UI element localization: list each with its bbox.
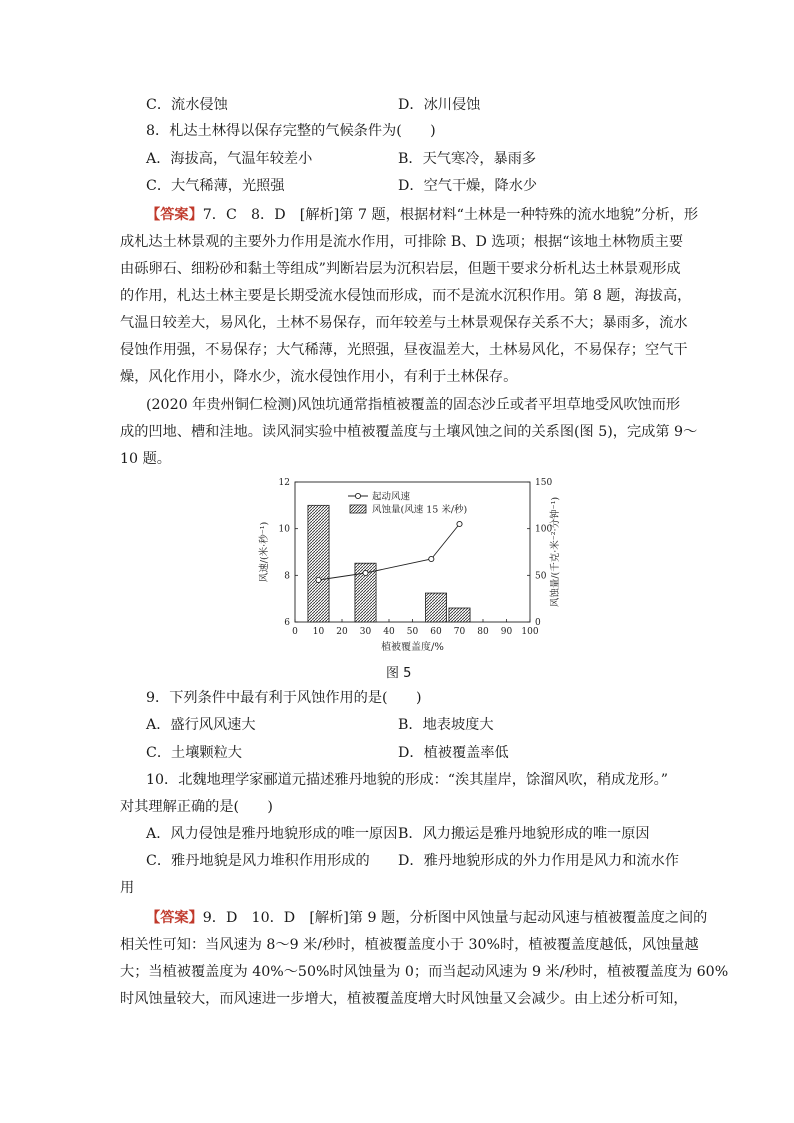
y-left-tick-label: 6 (284, 618, 290, 628)
y-right-tick-label: 100 (535, 524, 553, 535)
x-tick-label: 50 (406, 627, 419, 637)
x-tick-label: 80 (477, 627, 489, 637)
figure-caption: 图 5 (386, 666, 412, 681)
q9-option-c: C．土壤颗粒大 (146, 745, 242, 761)
q8-option-b: B．天气寒冷，暴雨多 (398, 151, 537, 167)
wind-speed-point (457, 521, 462, 526)
x-tick-label: 0 (292, 627, 298, 637)
erosion-bar (449, 608, 470, 622)
y-left-tick-label: 8 (284, 571, 290, 582)
y-left-tick-label: 10 (278, 524, 290, 535)
answer-9-10-line-4: 时风蚀量较大，而风速进一步增大，植被覆盖度增大时风蚀量又会减少。由上述分析可知， (120, 991, 688, 1007)
y-right-axis-label: 风蚀量/(千克·米⁻²·分钟⁻¹) (550, 496, 561, 608)
q9-option-b: B．地表坡度大 (398, 717, 494, 733)
q10-option-b: B．风力搬运是雅丹地貌形成的唯一原因 (398, 826, 650, 842)
x-tick-label: 100 (521, 627, 539, 637)
x-tick-label: 10 (312, 627, 325, 637)
answer-tag: 【答案】 (146, 910, 203, 926)
answer-9-10-line-2: 相关性可知：当风速为 8～9 米/秒时，植被覆盖度小于 30%时，植被覆盖度越低，风蚀量越 (120, 937, 699, 953)
answer-7-8-line-1: 【答案】7．C 8．D [解析]第 7 题，根据材料“土林是一种特殊的流水地貌”分析，形 (146, 207, 699, 223)
answer-9-10-line-1: 【答案】9．D 10．D [解析]第 9 题，分析图中风蚀量与起动风速与植被覆盖度之间的 (146, 910, 708, 926)
intro-line-2: 成的凹地、槽和洼地。读风洞实验中植被覆盖度与土壤风蚀之间的关系图(图 5)，完成第 9～ (120, 424, 698, 440)
y-right-tick-label: 150 (535, 478, 553, 488)
answer-7-8-line-4: 的作用，札达土林主要是长期受流水侵蚀而形成，而不是流水沉积作用。第 8 题，海拔高， (120, 288, 692, 304)
q9-option-d: D．植被覆盖率低 (398, 745, 509, 761)
answer-7-8-line-5: 气温日较差大，易风化，土林不易保存，而年较差与土林景观保存关系不大；暴雨多，流水 (120, 315, 688, 331)
q10-stem-line-1: 10．北魏地理学家郦道元描述雅丹地貌的形成：“涘其崖岸，馀溜风吹，稍成龙形。” (146, 772, 669, 788)
y-right-tick-label: 0 (535, 618, 541, 628)
x-tick-label: 70 (453, 627, 466, 637)
y-right-tick-label: 50 (535, 571, 547, 582)
x-tick-label: 30 (359, 627, 372, 637)
answer-7-8-line-3: 由砾卵石、细粉砂和黏土等组成”判断岩层为沉积岩层，但题干要求分析札达土林景观形成 (120, 261, 681, 277)
x-tick-label: 90 (500, 627, 513, 637)
q10-stem-line-2: 对其理解正确的是( ) (120, 799, 273, 815)
plot-frame (295, 482, 530, 622)
answer-9-10-line-3: 大；当植被覆盖度为 40%～50%时风蚀量为 0；而当起动风速为 9 米/秒时，植被覆盖度为 60% (120, 964, 729, 980)
q8-option-c: C．大气稀薄，光照强 (146, 178, 285, 194)
answer-7-8-line-6: 侵蚀作用强，不易保存；大气稀薄，光照强，昼夜温差大，土林易风化，不易保存；空气干 (120, 342, 688, 358)
x-tick-label: 60 (430, 627, 442, 637)
q10-option-d: D．雅丹地貌形成的外力作用是风力和流水作 (398, 853, 679, 869)
q7-option-c: C．流水侵蚀 (146, 97, 228, 113)
q10-option-a: A．风力侵蚀是雅丹地貌形成的唯一原因 (146, 826, 398, 842)
wind-speed-point (429, 556, 434, 561)
intro-line-3: 10 题。 (120, 451, 171, 467)
q9-stem: 9．下列条件中最有利于风蚀作用的是( ) (146, 690, 422, 706)
wind-erosion-chart (240, 470, 570, 660)
q8-stem: 8．札达土林得以保存完整的气候条件为( ) (146, 123, 436, 139)
legend-point-swatch (355, 493, 360, 498)
wind-speed-point (363, 570, 368, 575)
q10-option-d-cont: 用 (120, 880, 135, 896)
x-tick-label: 40 (383, 627, 395, 637)
y-left-axis-label: 风速/(米·秒⁻¹) (259, 521, 270, 583)
x-axis-label: 植被覆盖度/% (381, 642, 444, 653)
erosion-bar (425, 593, 446, 622)
q7-option-d: D．冰川侵蚀 (398, 97, 481, 113)
q8-option-d: D．空气干燥，降水少 (398, 178, 538, 194)
q8-option-a: A．海拔高，气温年较差小 (146, 151, 313, 167)
wind-speed-line (319, 524, 460, 580)
y-left-tick-label: 12 (278, 478, 290, 488)
q9-option-a: A．盛行风风速大 (146, 717, 256, 733)
legend-label-erosion: 风蚀量(风速 15 米/秒) (372, 504, 468, 516)
answer-tag: 【答案】 (146, 207, 203, 223)
intro-line-1: (2020 年贵州铜仁检测)风蚀坑通常指植被覆盖的固态沙丘或者平坦草地受风吹蚀而形 (146, 397, 681, 413)
wind-speed-point (316, 577, 321, 582)
legend-label-wind-speed: 起动风速 (372, 491, 411, 503)
legend-bar-swatch (350, 505, 366, 513)
answer-7-8-line-7: 燥，风化作用小，降水少，流水侵蚀作用小，有利于土林保存。 (120, 369, 518, 385)
answer-7-8-line-2: 成札达土林景观的主要外力作用是流水作用，可排除 B、D 选项；根据“该地土林物质主要 (120, 234, 684, 250)
erosion-bar (308, 505, 329, 622)
x-tick-label: 20 (336, 627, 348, 637)
q10-option-c: C．雅丹地貌是风力堆积作用形成的 (146, 853, 370, 869)
